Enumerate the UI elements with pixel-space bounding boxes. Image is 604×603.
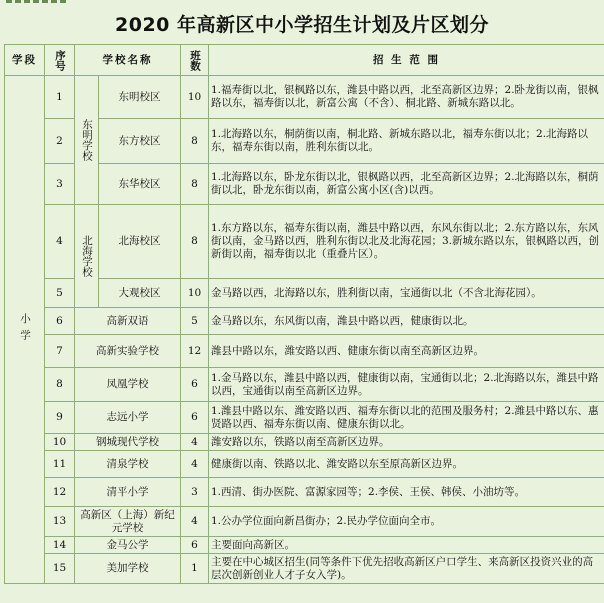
row-seq: 3 xyxy=(45,164,75,205)
page-title: 2020 年高新区中小学招生计划及片区划分 xyxy=(115,14,489,36)
row-classes: 10 xyxy=(181,76,209,119)
header-seq: 序号 xyxy=(45,45,75,76)
row-school: 北海校区 xyxy=(99,205,181,279)
table-row xyxy=(5,76,604,119)
row-classes: 4 xyxy=(181,451,209,478)
row-seq: 15 xyxy=(45,554,75,584)
table-row xyxy=(5,537,604,554)
row-zone: 1.北海路以东，卧龙东街以北，银枫路以西，北至高新区边界；2.北海路以东，桐荫街以北，卧龙东街以南，新富公寓小区(含)以西。 xyxy=(209,164,604,205)
stage-cell: 小学 xyxy=(5,76,45,584)
row-zone: 健康街以南、铁路以北、潍安路以东至原高新区边界。 xyxy=(209,451,604,478)
enrollment-table xyxy=(4,44,604,584)
row-seq: 7 xyxy=(45,335,75,368)
row-zone: 1.西清、街办医院、富源家园等；2.李侯、王侯、韩侯、小油坊等。 xyxy=(209,478,604,507)
row-school: 志远小学 xyxy=(75,402,181,434)
row-classes: 5 xyxy=(181,308,209,335)
row-school: 钢城现代学校 xyxy=(75,434,181,451)
row-school: 金马公学 xyxy=(75,537,181,554)
row-seq: 9 xyxy=(45,402,75,434)
row-seq: 11 xyxy=(45,451,75,478)
table-row xyxy=(5,507,604,537)
table-row xyxy=(5,335,604,368)
row-zone: 1.公办学位面向新昌街办；2.民办学位面向全市。 xyxy=(209,507,604,537)
row-zone: 主要面向高新区。 xyxy=(209,537,604,554)
row-classes: 8 xyxy=(181,205,209,279)
table-row xyxy=(5,434,604,451)
table-row xyxy=(5,554,604,584)
header-school: 学校名称 xyxy=(75,45,181,76)
group-dongming: 东明学校 xyxy=(75,76,99,205)
row-classes: 6 xyxy=(181,537,209,554)
header-zone: 招 生 范 围 xyxy=(209,45,604,76)
row-classes: 6 xyxy=(181,368,209,402)
row-classes: 12 xyxy=(181,335,209,368)
row-seq: 13 xyxy=(45,507,75,537)
row-school: 清平小学 xyxy=(75,478,181,507)
header-classes: 班数 xyxy=(181,45,209,76)
row-zone: 潍安路以东，铁路以南至高新区边界。 xyxy=(209,434,604,451)
row-school: 高新实验学校 xyxy=(75,335,181,368)
row-school: 大观校区 xyxy=(99,279,181,308)
row-school: 美加学校 xyxy=(75,554,181,584)
row-zone: 1.潍县中路以东、潍安路以西、福寿东街以北的范围及服务村；2.潍县中路以东、惠贤路以西、福寿东街以南、健康东街以北。 xyxy=(209,402,604,434)
table-row xyxy=(5,451,604,478)
row-school: 高新双语 xyxy=(75,308,181,335)
row-school: 东华校区 xyxy=(99,164,181,205)
row-classes: 4 xyxy=(181,434,209,451)
group-beihai: 北海学校 xyxy=(75,205,99,308)
table-row xyxy=(5,478,604,507)
row-seq: 10 xyxy=(45,434,75,451)
row-seq: 4 xyxy=(45,205,75,279)
row-zone: 潍县中路以东，潍安路以西、健康东街以南至高新区边界。 xyxy=(209,335,604,368)
row-zone: 主要在中心城区招生(同等条件下优先招收高新区户口学生、来高新区投资兴业的高层次创新创业人才子女入学)。 xyxy=(209,554,604,584)
table-row xyxy=(5,368,604,402)
row-seq: 8 xyxy=(45,368,75,402)
row-seq: 6 xyxy=(45,308,75,335)
row-classes: 8 xyxy=(181,119,209,164)
row-school: 清泉学校 xyxy=(75,451,181,478)
row-zone: 1.金马路以东，潍县中路以西，健康街以南，宝通街以北；2.北海路以东，潍县中路以西，宝通街以南至高新区边界。 xyxy=(209,368,604,402)
row-school: 东方校区 xyxy=(99,119,181,164)
row-school: 东明校区 xyxy=(99,76,181,119)
row-school: 高新区（上海）新纪元学校 xyxy=(75,507,181,537)
table-header-row xyxy=(5,45,604,76)
row-seq: 1 xyxy=(45,76,75,119)
row-classes: 8 xyxy=(181,164,209,205)
row-zone: 1.东方路以东，福寿东街以南，潍县中路以西，东风东街以北；2.东方路以东，东风街以南，金马路以西，胜利东街以北及北海花园；3.新城东路以东，银枫路以西，创新街以南，福寿街以北（重叠片区）。 xyxy=(209,205,604,279)
table-row xyxy=(5,308,604,335)
row-classes: 4 xyxy=(181,507,209,537)
row-zone: 1.北海路以东，桐荫街以南，桐北路、新城东路以北，福寿东街以北；2.北海路以东，福寿东街以南，胜利东街以北。 xyxy=(209,119,604,164)
row-school: 凤凰学校 xyxy=(75,368,181,402)
row-classes: 1 xyxy=(181,554,209,584)
row-seq: 12 xyxy=(45,478,75,507)
table-row xyxy=(5,402,604,434)
header-stage: 学段 xyxy=(5,45,45,76)
table-row xyxy=(5,205,604,279)
row-seq: 2 xyxy=(45,119,75,164)
row-seq: 14 xyxy=(45,537,75,554)
row-zone: 金马路以西，北海路以东，胜利街以南，宝通街以北（不含北海花园）。 xyxy=(209,279,604,308)
row-seq: 5 xyxy=(45,279,75,308)
row-zone: 金马路以东，东风街以南，潍县中路以西，健康街以北。 xyxy=(209,308,604,335)
row-classes: 6 xyxy=(181,402,209,434)
row-classes: 3 xyxy=(181,478,209,507)
row-zone: 1.福寿街以北，银枫路以东，潍县中路以西，北至高新区边界；2.卧龙街以南，银枫路以东，福寿街以北，新富公寓（不含）、桐北路、新城东路以北。 xyxy=(209,76,604,119)
row-classes: 10 xyxy=(181,279,209,308)
